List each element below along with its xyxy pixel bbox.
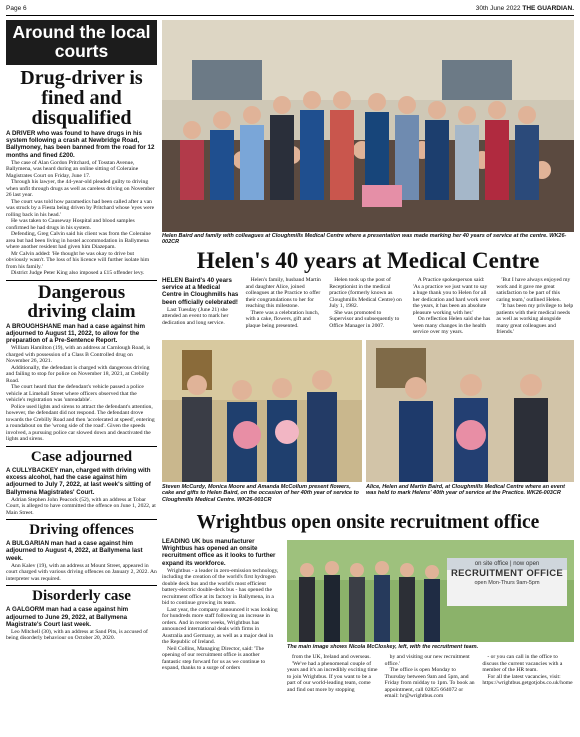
divider [6, 446, 157, 447]
presentation-photo-right [366, 340, 574, 482]
group-photo-caption: Helen Baird and family with colleagues at Cloughmills Medical Centre where a presentation was made marking her 40 years of service at the centre. WK26-002CR [162, 233, 567, 246]
presentation-left-caption: Steven McCurdy, Monica Moore and Amanda McCollum present flowers, cake and gifts to Helen Baird, on the occasion of her 40th year of service to Cloughmills Medical Centre. WK26-001CR [162, 484, 359, 503]
adjourned-body: Adrian Stephen John Peacock (52), with an address at Tobar Court, is alleged to have committed the offence on June 1, 2022, at Main Street. [6, 496, 156, 516]
offences-body: Ann Kalev (19), with an address at Mount Street, appeared in court charged with various driving offences on January 2, 2022. An interpreter was required. [6, 562, 157, 582]
dangerous-lede: A BROUGHSHANE man had a case against him adjourned to August 11, 2022, to allow for the preparation of a Pre-Sentence Report. [6, 322, 146, 345]
dangerous-body: William Hamilton (19), with an address at Carnlough Road, is charged with possession of a Class B Controlled drug on November 26, 2021. Additionally, the defendant is charged with dangerous driving and failing to stop for police on November 18, 2021, at Crebilly Road. The court heard that the defendant's vehicle passed a police vehicle at Limehall Street where officers observed that the vehicle's registration was 'unreadable'. Police used lights and sirens to attract the defendant's attention, however, the defendant did not respond. The defendant drove towards the Crebilly Road and then 'accelerated at speed', entering a roundabout on the 'wrong side of the road'. Given the speeds involved, a pursuing police car slowed down and deactivated the lights and sirens. [6, 345, 155, 443]
page-number: Page 6 [6, 5, 27, 12]
sign-small-text: on site office | now open [474, 561, 540, 567]
recruitment-sign [449, 560, 565, 587]
divider [6, 280, 157, 281]
sign-big-text: RECRUITMENT OFFICE [450, 568, 563, 579]
group-photo [162, 20, 574, 232]
section-banner: Around the local courts [6, 20, 157, 65]
page-header [6, 3, 574, 16]
wrightbus-intro: LEADING UK bus manufacturer Wrightbus has opened an onsite recruitment office as it looks to further expand its workforce. Wrightbus - a leader in zero-emission technology, including the creation of the world's first hydrogen double deck bus and the world's most efficient battery-electric double-deck bus - has opened the recruitment office at its factory in Ballymena, in a bid to continue growing its team. Last year, the company announced it was looking for hundreds more staff following an increase in orders. And in recent weeks, Wrightbus has announced international deals with firms in Australia and Germany, as well as a major deal in the Republic of Ireland. Neil Collins, Managing Director, said: 'The opening of our recruitment office is another fantastic step forward for us as we continue to expand, thanks to a surge of orders [162, 538, 279, 672]
disorderly-lede: A GALGORM man had a case against him adjourned to June 29, 2022, at Ballymena Magistrate's Court last week. [6, 606, 129, 628]
recruitment-photo [287, 540, 574, 642]
disorderly-headline: Disorderly case [32, 588, 131, 605]
offences-headline: Driving offences [29, 522, 134, 539]
divider [6, 585, 157, 586]
sign-sub-text: open Mon-Thurs 9am-5pm [474, 580, 540, 586]
divider [6, 519, 157, 520]
drug-lede: A DRIVER who was found to have drugs in his system following a crash at Newbridge Road, Ballymoney, has been banned from the road for 12 months and fined £200. [6, 130, 155, 159]
presentation-right-caption: Alice, Helen and Martin Baird, at Cloughmills Medical Centre where an event was held to mark Helens' 40th year of service at the Practice. WK26-003CR [366, 484, 565, 497]
wrightbus-lede: LEADING UK bus manufacturer Wrightbus has opened an onsite recruitment office as it looks to further expand its workforce. [162, 538, 276, 567]
recruitment-photo-caption: The main image shows Nicola McCloskey, left, with the recruitment team. [287, 644, 479, 650]
issue-date: 30th June 2022 THE GUARDIAN. [475, 5, 574, 12]
adjourned-headline: Case adjourned [30, 448, 133, 465]
disorderly-body: Leo Mitchell (30), with an address at Sand Pits, is accused of being disorderly behaviour on October 20, 2020. [6, 628, 148, 642]
courts-column [6, 20, 157, 642]
wrightbus-columns: from the UK, Ireland and overseas. 'We've had a phenomenal couple of years and it's an incredibly exciting time to join Wrightbus. If you want to be a part of our world-leading team, come and find out more by stopping by and visiting our new recruitment office.' The office is open Monday to Thursday between 9am and 5pm, and Friday from midday to 1pm. To book an appointment, call 02825 664072 or email: hr@wrightbus.com - or you can call in the office to discuss the current vacancies with a member of the HR team. For all the latest vacancies, visit: https://wrightbus.getgotjobs.co.uk/home [287, 654, 573, 699]
offences-lede: A BULGARIAN man had a case against him adjourned to August 4, 2022, at Ballymena last week. [6, 540, 143, 562]
presentation-photo-left [162, 340, 362, 482]
drug-body: The case of Alan Gordon Pritchard, of Tosstan Avenue, Ballymena, was heard during an online sitting of Coleraine Magistrates Court on Friday, June 17. Through his lawyer, the 44-year-old pleaded guilty to driving when unfit through drugs as well as careless driving on November 26 last year. The court was told how paramedics had been called after a van was struck by a Fiesta being driven by Pritchard whose 'eyes were rolling back in his head.' He was taken to Causeway Hospital and blood samples confirmed he had drugs in his system. Defending, Greg Calvin said his client was from the Coleraine area but had been living in hostel accommodation in Ballymena where another resident had given him Diazepam. Mr Calvin added: 'He thought he was okay to drive but obviously wasn't. The loss of his licence will further isolate him from his family.' District Judge Peter King also imposed a £15 offender levy. [6, 159, 155, 277]
helen-headline: Helen's 40 years at Medical Centre [196, 248, 540, 273]
helen-columns: HELEN Baird's 40 years service at a Medical Centre in Cloughmills has been officially celebrated! Last Tuesday (June 21) she attended an event to mark her dedication and long service. Helen's family, husband Martin and daughter Alice, joined colleagues at the Practice to offer their congratulations to her for reaching this milestone. There was a celebration lunch, with a cake, flowers, gift and plaque being presented. Helen took up the post of Receptionist in the medical practice (formerly known as Cloughmills Medical Centre) on July 1, 1982. She was promoted to Supervisor and subsequently to Office Manager in 2007. A Practice spokesperson said: 'As a practice we just want to say a huge thank you to Helen for all her dedication and hard work over the years, it has been an absolute pleasure working with her.' On reflection Helen said she has 'seen many changes in the health service over my years. 'But I have always enjoyed my work and it gave me great satisfaction to be part of this caring team,' outlined Helen. 'It has been my privilege to help patients with their medical needs as well as working alongside many great colleagues and friends.' [162, 277, 574, 335]
drug-headline: Drug-driver is fined and disqualified [20, 67, 143, 129]
adjourned-lede: A CULLYBACKEY man, charged with driving with excess alcohol, had the case against him adjourned to July 7, 2022, at last week's sitting of Ballymena Magistrates' Court. [6, 466, 151, 496]
dangerous-headline: Dangerous driving claim [27, 281, 136, 322]
helen-lede: HELEN Baird's 40 years service at a Medical Centre in Cloughmills has been officially celebrated! [162, 277, 239, 306]
helen-story [162, 277, 574, 337]
wrightbus-headline: Wrightbus open onsite recruitment office [196, 512, 540, 533]
